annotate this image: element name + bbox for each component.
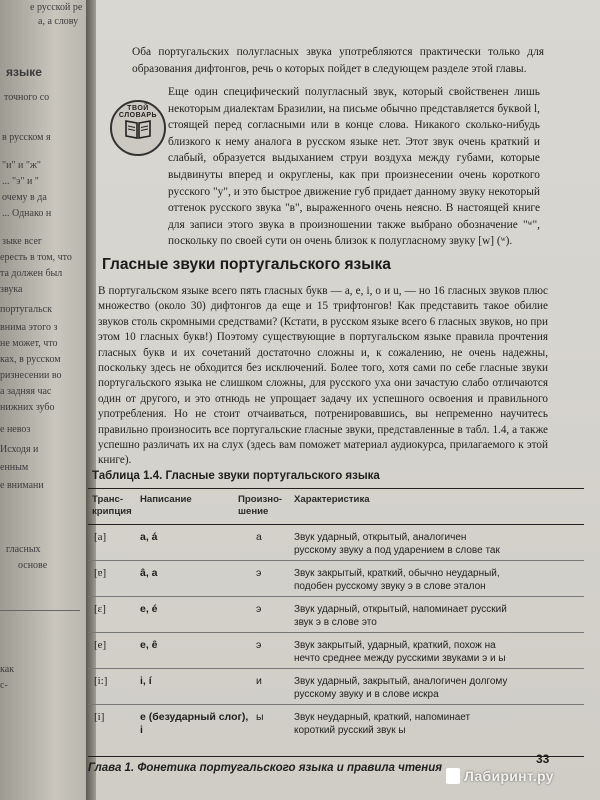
facing-page — [0, 0, 92, 800]
watermark-text: Лабиринт.ру — [464, 768, 554, 784]
section-title: Гласные звуки португальского языка — [102, 256, 391, 273]
header-writing: Написание — [140, 494, 192, 505]
row3-transcription: [ɛ] — [94, 603, 106, 615]
facing-text: зыке всег — [2, 236, 42, 247]
row5-characteristic: Звук ударный, закрытый, аналогичен долгому русскому звуку и в слове искра — [294, 676, 508, 700]
facing-text: точного со — [4, 92, 50, 103]
header-pronunciation: Произно- шение — [238, 494, 283, 517]
facing-text: гласных — [6, 544, 41, 555]
facing-text: внима этого з — [0, 322, 58, 333]
row4-writing: e, ê — [140, 639, 158, 651]
table-top-rule — [88, 488, 584, 489]
vocabulary-badge-label: ТВОЙ СЛОВАРЬ — [118, 105, 158, 119]
facing-text: основе — [18, 560, 48, 571]
facing-text: как — [0, 664, 15, 675]
row6-writing: e (безударный слог), i — [140, 711, 249, 736]
vocabulary-badge — [110, 100, 166, 156]
facing-text: а задняя час — [0, 386, 52, 397]
table-row-rule — [88, 560, 584, 561]
row5-writing: i, í — [140, 675, 152, 687]
row4-transcription: [e] — [94, 639, 107, 651]
row2-characteristic: Звук закрытый, краткий, обычно неударный, подобен русскому звуку э в слове эталон — [294, 568, 500, 592]
facing-text: енным — [0, 462, 29, 473]
row4-characteristic: Звук закрытый, ударный, краткий, похож на нечто среднее между русскими звуками э и ы — [294, 640, 506, 664]
table-row-rule — [88, 632, 584, 633]
intro-paragraph: Оба португальских полугласных звука употребляются практически только для образования дифтонгов, речь о которых пойдет в следующем разделе этой главы. — [132, 46, 544, 75]
row3-characteristic: Звук ударный, открытый, напоминает русский звук э в слове это — [294, 604, 507, 628]
row3-writing: e, é — [140, 603, 158, 615]
facing-heading: языке — [6, 65, 42, 79]
facing-text: с- — [0, 680, 8, 691]
facing-divider — [0, 610, 80, 611]
table-header-rule — [88, 524, 584, 525]
row1-pronunciation: а — [256, 531, 262, 543]
facing-text: ересть в том, что — [0, 252, 72, 263]
row6-pronunciation: ы — [256, 711, 264, 723]
row5-pronunciation: и — [256, 675, 262, 687]
row4-pronunciation: э — [256, 639, 262, 651]
table-row-rule — [88, 668, 584, 669]
footer-rule — [88, 756, 584, 757]
facing-text: ризнесении во — [0, 370, 62, 381]
facing-text: та должен был — [0, 268, 63, 279]
watermark-logo-icon — [446, 768, 460, 784]
facing-text: Исходя и — [0, 444, 39, 455]
row2-transcription: [ɐ] — [94, 567, 107, 579]
facing-text: е русской ре — [30, 2, 83, 13]
page-number: 33 — [536, 752, 550, 766]
facing-text: очему в да — [2, 192, 47, 203]
facing-text: в русском я — [2, 132, 51, 143]
row6-transcription: [i] — [94, 711, 105, 723]
row5-transcription: [i:] — [94, 675, 108, 687]
table-caption: Таблица 1.4. Гласные звуки португальского языка — [92, 470, 380, 482]
facing-text: ках, в русском — [0, 354, 61, 365]
row2-pronunciation: э — [256, 567, 262, 579]
facing-text: а, а слову — [38, 16, 79, 27]
header-transcription: Транс- крипция — [92, 494, 132, 517]
vocabulary-paragraph: Еще один специфический полугласный звук, который свойственен лишь некоторым диалектам Бразилии, на письме обычно представляется буквой l, стоящей перед согласными или в конце слова. Никакого сколько-нибудь близкого к нему аналога в русском языке нет. Этот звук очень краткий и слабый, образуется выдыханием струи воздуха между губами, которые выдвинуты вперед и округлены, как при произнесении очень короткого русского "у", и это быстрое движение губ придает данному звуку некоторый оттенок русского звука "в", выраженного очень неясно. В настоящей книге для записи этого звука в произношении также выбрано обозначение "ʷ", поскольку по своей сути он очень близок к полугласному звуку [w] (ʷ). — [168, 86, 540, 248]
facing-text: нижних зубо — [0, 402, 55, 413]
facing-text: ... "э" и " — [2, 176, 39, 187]
row1-characteristic: Звук ударный, открытый, аналогичен русскому звуку а под ударением в слове так — [294, 532, 500, 556]
facing-text: звука — [0, 284, 23, 295]
facing-text: е невоз — [0, 424, 31, 435]
header-characteristic: Характеристика — [294, 494, 370, 505]
row2-writing: â, a — [140, 567, 158, 579]
facing-text: е внимани — [0, 480, 44, 491]
table-row-rule — [88, 704, 584, 705]
facing-text: не может, что — [0, 338, 58, 349]
book-icon — [124, 118, 152, 140]
facing-text: португальск — [0, 304, 52, 315]
chapter-footer: Глава 1. Фонетика португальского языка и правила чтения — [88, 762, 443, 774]
book-page — [88, 0, 600, 800]
main-paragraph: В португальском языке всего пять гласных букв — a, e, i, o и u, — но 16 гласных звуков плюс множество (около 30) дифтонгов да еще и 15 трифтонгов! Как представить такое обилие звуков столь скромными средствами? (Кстати, в русском языке всего 6 гласных звуков, но при этом 10 гласных букв!) Поэтому существующие в португальском языке правила прочтения гласных букв и их сочетаний достаточно сложны и, к сожалению, не очень надежны, поскольку здесь не обходится без исключений. Более того, хотя сами по себе гласные звуки португальского языка не слишком сложны, для русского уха они зачастую слабо отличаются один от другого, и это отнюдь не упрощает задачу их успешного освоения и правильного употребления. Но не стоит отчаиваться, потренировавшись, вы непременно научитесь правильно произносить все португальские гласные звуки, представленные в табл. 1.4, а также успешно различать их на слух (здесь вам поможет материал аудиокурса, прилагаемого к этой книге). — [98, 285, 548, 467]
row3-pronunciation: э — [256, 603, 262, 615]
facing-text: "и" и "ж" — [2, 160, 41, 171]
row1-transcription: [a] — [94, 531, 107, 543]
table-row-rule — [88, 596, 584, 597]
facing-text: ... Однако н — [2, 208, 52, 219]
row6-characteristic: Звук неударный, краткий, напоминает короткий русский звук ы — [294, 712, 471, 736]
row1-writing: a, á — [140, 531, 158, 543]
